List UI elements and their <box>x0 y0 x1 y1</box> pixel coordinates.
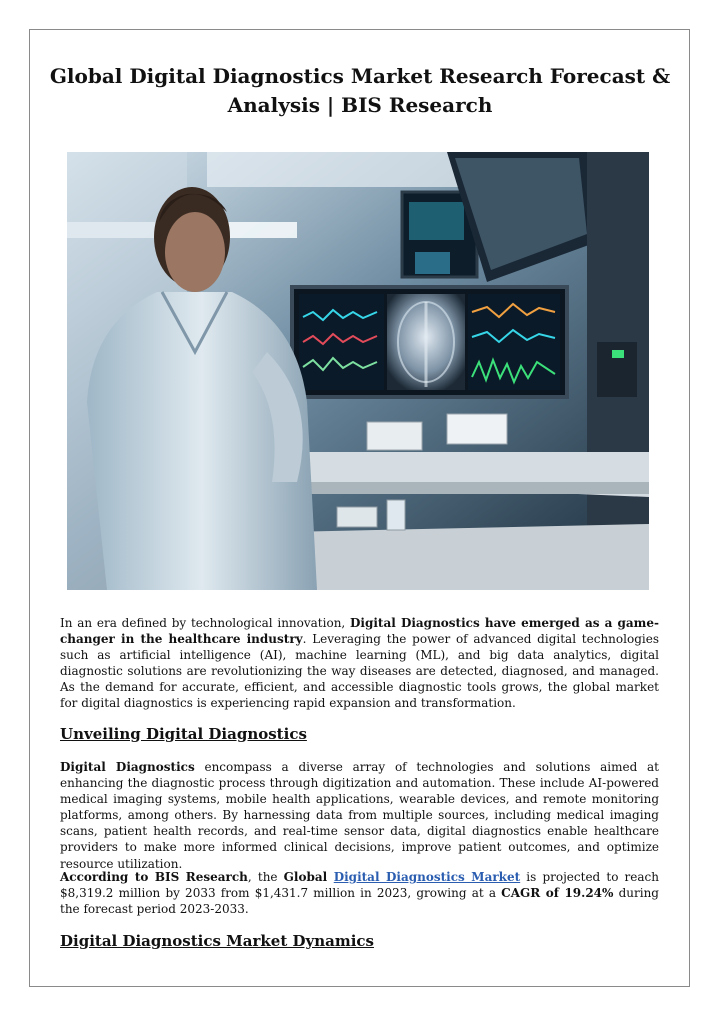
s1p1-bold: Digital Diagnostics <box>60 760 195 774</box>
page-title: Global Digital Diagnostics Market Research Forecast & Analysis | BIS Research <box>49 64 671 117</box>
s1p1-text: encompass a diverse array of technologies and solutions aimed at enhancing the diagnostic process through digitization and automation. These include AI-powered medical imaging systems, mobile health applications, wearable devices, and remote monitoring platforms, among others. By harnessing data from multiple sources, including medical imaging scans, patient health records, and real-time sensor data, digital diagnostics enable healthcare providers to make more informed clinical decisions, improve patient outcomes, and optimize resource utilization. <box>60 760 660 871</box>
intro-text-1: In an era defined by technological innovation, <box>60 616 351 630</box>
s1p2-text-3: during the forecast period 2023-2033. <box>60 886 659 917</box>
intro-text-2: . Leveraging the power of advanced digital technologies such as artificial intelligence (AI), machine learning (ML), and big data analytics, digital diagnostic solutions are revolutionizing the way diseases are detected, diagnosed, and managed. As the demand for accurate, efficient, and accessible diagnostic tools grows, the global market for digital diagnostics is experiencing rapid expansion and transformation. <box>60 632 659 711</box>
intro-paragraph <box>60 615 659 712</box>
section-heading-unveiling: Unveiling Digital Diagnostics <box>60 725 307 743</box>
section1-paragraph-2 <box>60 869 659 917</box>
hero-image <box>67 152 649 590</box>
s1p2-bold-3: CAGR of 19.24% <box>501 886 614 901</box>
s1p2-text-2: is projected to reach $8,319.2 million by 2033 from $1,431.7 million in 2023, growing at a <box>60 870 659 901</box>
market-link[interactable]: Digital Diagnostics Market <box>333 870 521 884</box>
section-heading-dynamics: Digital Diagnostics Market Dynamics <box>60 932 374 950</box>
s1p2-text-1: , the <box>247 870 284 884</box>
intro-bold-1: Digital Diagnostics have emerged as a game-changer in the healthcare industry <box>60 616 659 647</box>
hero-illustration <box>67 152 649 590</box>
s1p2-bold-1: According to BIS Research <box>60 870 248 884</box>
section1-paragraph-1 <box>60 759 659 872</box>
s1p2-bold-2: Global <box>283 870 334 884</box>
